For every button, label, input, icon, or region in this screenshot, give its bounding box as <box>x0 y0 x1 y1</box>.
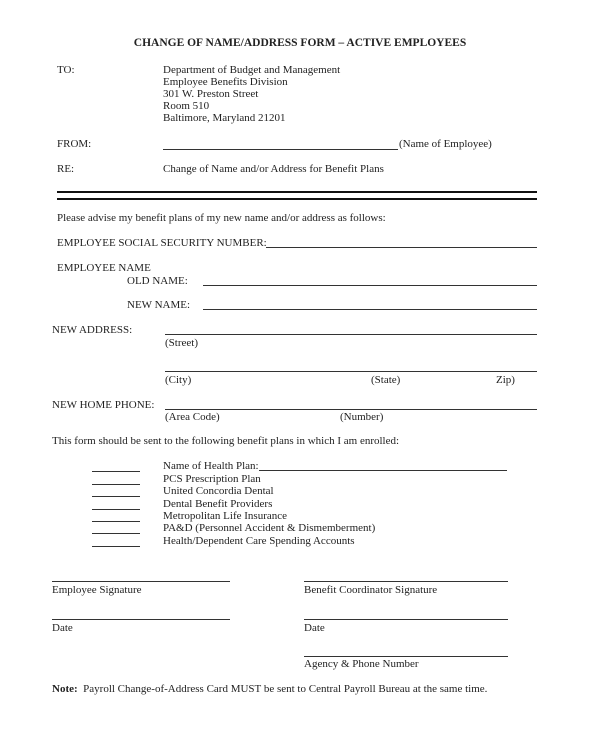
new-name-label: NEW NAME: <box>127 299 191 311</box>
plan-checkbox-line[interactable] <box>92 533 140 534</box>
plans-intro: This form should be sent to the following benefit plans in which I am enrolled: <box>52 435 400 447</box>
ssn-label: EMPLOYEE SOCIAL SECURITY NUMBER: <box>57 237 267 249</box>
to-line: Department of Budget and Management <box>163 64 341 76</box>
number-hint: (Number) <box>340 411 384 423</box>
re-label: RE: <box>57 163 75 175</box>
from-name-field[interactable] <box>163 149 398 150</box>
agency-phone-field[interactable] <box>304 656 508 657</box>
plan-checkbox-line[interactable] <box>92 484 140 485</box>
note-text: Payroll Change-of-Address Card MUST be sent to Central Payroll Bureau at the same time. <box>83 683 488 695</box>
re-text: Change of Name and/or Address for Benefit Plans <box>163 163 384 175</box>
area-code-hint: (Area Code) <box>165 411 220 423</box>
zip-hint: Zip) <box>496 374 515 386</box>
to-line: 301 W. Preston Street <box>163 88 259 100</box>
employee-name-label: EMPLOYEE NAME <box>57 262 151 274</box>
intro-text: Please advise my benefit plans of my new name and/or address as follows: <box>57 212 386 224</box>
coordinator-date-label: Date <box>304 622 325 634</box>
employee-date-field[interactable] <box>52 619 230 620</box>
to-line: Baltimore, Maryland 21201 <box>163 112 286 124</box>
from-label: FROM: <box>57 138 92 150</box>
old-name-field[interactable] <box>203 285 537 286</box>
street-field[interactable] <box>165 334 537 335</box>
plan-item: Dental Benefit Providers <box>163 498 273 510</box>
health-plan-name-field[interactable] <box>259 470 507 471</box>
employee-signature-label: Employee Signature <box>52 584 142 596</box>
city-hint: (City) <box>165 374 192 386</box>
employee-signature-field[interactable] <box>52 581 230 582</box>
plan-item: Health/Dependent Care Spending Accounts <box>163 535 355 547</box>
new-address-label: NEW ADDRESS: <box>52 324 133 336</box>
state-hint: (State) <box>371 374 401 386</box>
coordinator-date-field[interactable] <box>304 619 508 620</box>
form-title: CHANGE OF NAME/ADDRESS FORM – ACTIVE EMPLOYEES <box>133 37 467 49</box>
agency-phone-label: Agency & Phone Number <box>304 658 419 670</box>
plan-item: PCS Prescription Plan <box>163 473 261 485</box>
employee-date-label: Date <box>52 622 73 634</box>
coordinator-signature-field[interactable] <box>304 581 508 582</box>
street-hint: (Street) <box>165 337 198 349</box>
plan-checkbox-line[interactable] <box>92 546 140 547</box>
phone-label: NEW HOME PHONE: <box>52 399 155 411</box>
plan-checkbox-line[interactable] <box>92 471 140 472</box>
note <box>52 683 487 696</box>
from-hint: (Name of Employee) <box>399 138 492 150</box>
to-line: Employee Benefits Division <box>163 76 288 88</box>
note-label: Note: <box>52 683 78 695</box>
divider <box>57 198 537 200</box>
plan-item: Name of Health Plan: <box>163 460 259 472</box>
plan-item: PA&D (Personnel Accident & Dismemberment) <box>163 522 376 534</box>
to-line: Room 510 <box>163 100 210 112</box>
divider <box>57 191 537 193</box>
city-state-zip-field[interactable] <box>165 371 537 372</box>
plan-checkbox-line[interactable] <box>92 521 140 522</box>
plan-item: United Concordia Dental <box>163 485 274 497</box>
coordinator-signature-label: Benefit Coordinator Signature <box>304 584 438 596</box>
ssn-field[interactable] <box>266 247 537 248</box>
plan-checkbox-line[interactable] <box>92 496 140 497</box>
to-label: TO: <box>57 64 75 76</box>
plan-checkbox-line[interactable] <box>92 509 140 510</box>
new-name-field[interactable] <box>203 309 537 310</box>
old-name-label: OLD NAME: <box>127 275 188 287</box>
phone-field[interactable] <box>165 409 537 410</box>
plan-item: Metropolitan Life Insurance <box>163 510 288 522</box>
